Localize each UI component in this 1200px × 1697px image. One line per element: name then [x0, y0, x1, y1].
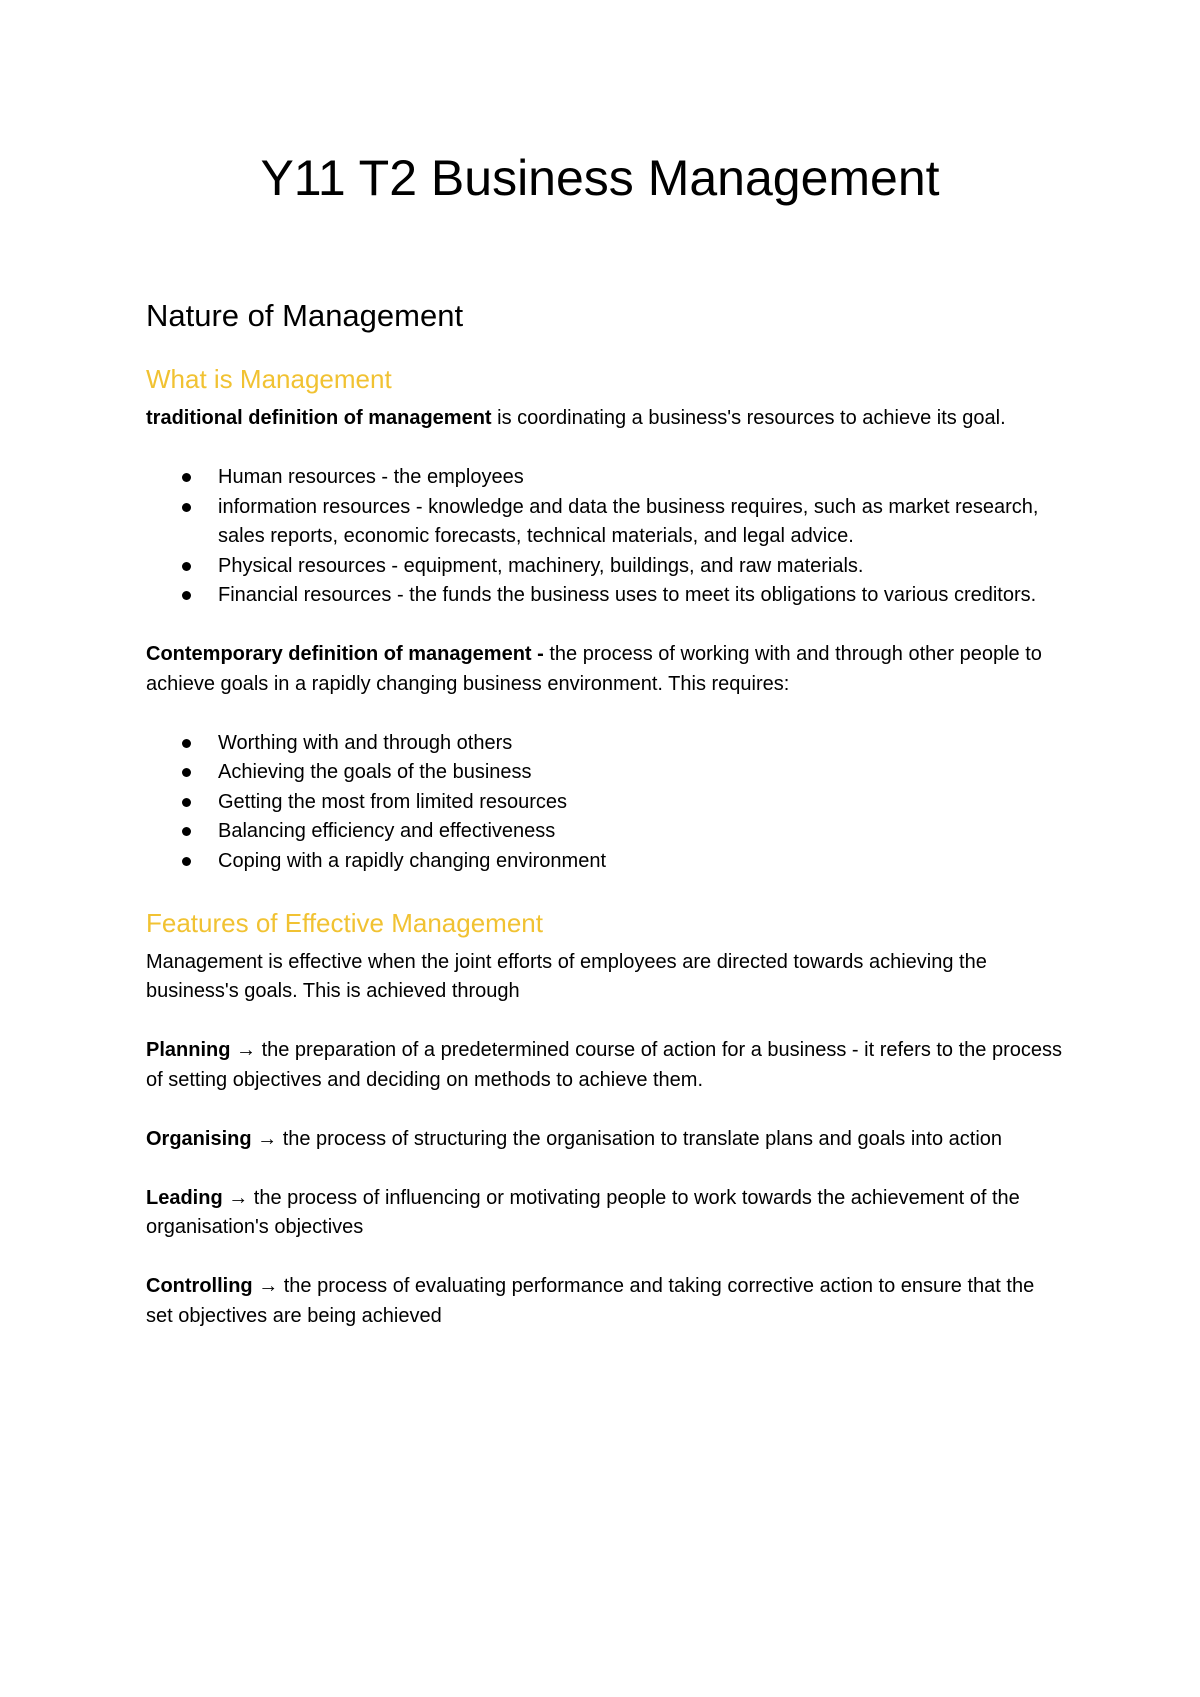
list-item	[218, 758, 1066, 788]
subsection-heading-features: Features of Effective Management	[146, 907, 543, 938]
bullet-icon	[182, 768, 191, 777]
feature-term: Controlling	[146, 1275, 253, 1297]
feature-term: Planning	[146, 1039, 231, 1061]
list-item	[218, 788, 1066, 818]
list-item-text: Physical resources - equipment, machinery, buildings, and raw materials.	[218, 554, 864, 577]
list-item	[218, 463, 1066, 493]
list-item-text: Human resources - the employees	[218, 466, 524, 488]
list-item-text: Balancing efficiency and effectiveness	[218, 820, 556, 842]
bullet-icon	[182, 798, 191, 807]
feature-organising-paragraph	[146, 1125, 1066, 1155]
feature-text: → the process of structuring the organisation to translate plans and goals into action	[251, 1127, 1003, 1150]
list-item	[218, 817, 1066, 847]
feature-planning-paragraph	[146, 1036, 1066, 1095]
document-body	[146, 296, 1066, 1361]
contemporary-definition-text: the process of working with and through other people to achieve goals in a rapidly changing business environment. This requires:	[146, 643, 1042, 695]
list-item-text: Getting the most from limited resources	[218, 790, 568, 813]
features-intro-paragraph: Management is effective when the joint efforts of employees are directed towards achieving the business's goals. This is achieved through	[146, 950, 987, 1002]
traditional-definition-text: is coordinating a business's resources to achieve its goal.	[491, 407, 1006, 429]
feature-term: Leading	[146, 1186, 223, 1209]
bullet-icon	[182, 591, 191, 600]
feature-text: → the process of influencing or motivating people to work towards the achievement of the organisation's objectives	[146, 1186, 1020, 1238]
feature-text: → the preparation of a predetermined course of action for a business - it refers to the process of setting objectives and deciding on methods to achieve them.	[146, 1039, 1062, 1091]
section-heading: Nature of Management	[146, 298, 464, 333]
bullet-icon	[182, 827, 191, 836]
list-item-text: information resources - knowledge and data the business requires, such as market research, sales reports, economic forecasts, technical materials, and legal advice.	[218, 495, 1039, 547]
list-item	[218, 552, 1066, 582]
feature-leading-paragraph	[146, 1184, 1066, 1243]
list-item	[218, 581, 1066, 611]
subsection-heading-what-is-management: What is Management	[146, 364, 392, 394]
resources-list	[146, 463, 1066, 611]
feature-term: Organising	[146, 1127, 252, 1150]
bullet-icon	[182, 503, 191, 512]
feature-text: → the process of evaluating performance and taking corrective action to ensure that the set objectives are being achieved	[146, 1275, 1035, 1327]
requirements-list	[146, 729, 1066, 877]
list-item	[218, 729, 1066, 759]
list-item-text: Coping with a rapidly changing environment	[218, 849, 607, 872]
list-item-text: Achieving the goals of the business	[218, 761, 532, 783]
contemporary-definition-term: Contemporary definition of management -	[146, 643, 550, 665]
bullet-icon	[182, 473, 191, 482]
contemporary-definition-paragraph	[146, 640, 1066, 699]
list-item	[218, 493, 1066, 552]
document-title: Y11 T2 Business Management	[260, 150, 940, 206]
traditional-definition-paragraph	[146, 404, 1066, 434]
feature-controlling-paragraph	[146, 1272, 1066, 1331]
bullet-icon	[182, 562, 191, 571]
bullet-icon	[182, 857, 191, 866]
traditional-definition-term: traditional definition of management	[146, 407, 492, 429]
list-item-text: Financial resources - the funds the business uses to meet its obligations to various creditors.	[218, 584, 1037, 606]
list-item	[218, 847, 1066, 877]
bullet-icon	[182, 739, 191, 748]
list-item-text: Worthing with and through others	[218, 731, 513, 754]
